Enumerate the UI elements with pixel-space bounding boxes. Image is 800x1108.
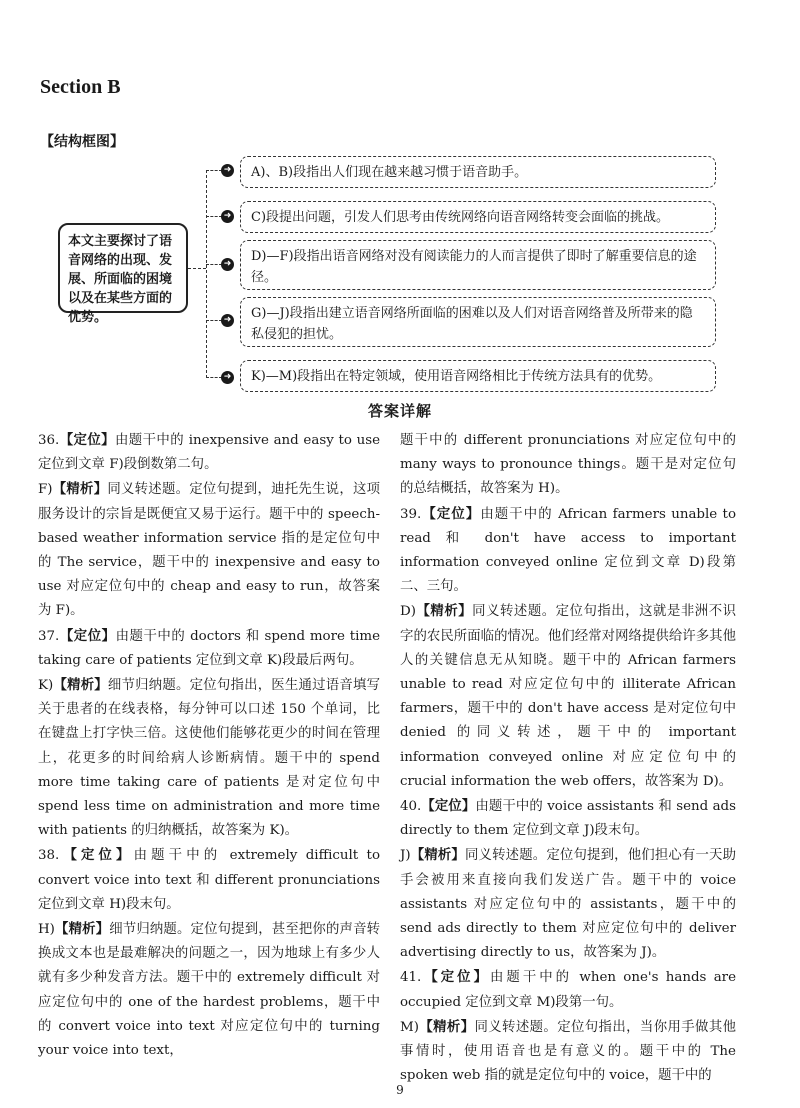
arrow-right-icon: ➜ (221, 210, 234, 223)
connector-trunk (206, 170, 207, 378)
connector-arm (206, 216, 222, 217)
connector-stub (188, 268, 206, 269)
connector-arm (206, 377, 222, 378)
section-title: Section B (40, 76, 121, 98)
framework-branch: G)—J)段指出建立语音网络所面临的困难以及人们对语音网络普及所带来的隐私侵犯的担忧。 (240, 297, 716, 347)
right-column (400, 428, 736, 1088)
framework-branch: K)—M)段指出在特定领域，使用语音网络相比于传统方法具有的优势。 (240, 360, 716, 392)
framework-branch: C)段提出问题，引发人们思考由传统网络向语音网络转变会面临的挑战。 (240, 201, 716, 233)
framework-branch: D)—F)段指出语音网络对没有阅读能力的人而言提供了即时了解重要信息的途径。 (240, 240, 716, 290)
answer-paragraph: 37.【定位】由题干中的 doctors 和 spend more time taking care of patients 定位到文章 K)段最后两句。 (38, 627, 380, 668)
answer-paragraph: 40.【定位】由题干中的 voice assistants 和 send ads directly to them 定位到文章 J)段末句。 (400, 798, 736, 839)
page-number: 9 (396, 1083, 404, 1097)
answer-paragraph: H)【精析】细节归纳题。定位句提到，甚至把你的声音转换成文本也是最难解决的问题之一，因为地球上有多少人就有多少种发音方法。题干中的 extremely difficult 对应定位句中的 one of the hardest problems，题干中的 convert voice into text 对应定位句中的 turning your voice into text， (38, 921, 381, 1059)
arrow-right-icon: ➜ (221, 258, 234, 271)
answer-paragraph: J)【精析】同义转述题。定位句提到，他们担心有一天助手会被用来直接向我们发送广告。题干中的 voice assistants 对应定位句中的 assistants，题干中的 send ads directly to them 对应定位句中的 deliver advertising directly to us，故答案为 J)。 (400, 847, 737, 961)
answer-paragraph: 41.【定位】由题干中的 when one's hands are occupied 定位到文章 M)段第一句。 (400, 969, 737, 1010)
answer-paragraph: M)【精析】同义转述题。定位句指出，当你用手做其他事情时，使用语音也是有意义的。题干中的 The spoken web 指的就是定位句中的 voice，题干中的 (400, 1018, 737, 1084)
left-column (38, 428, 380, 1063)
connector-arm (206, 320, 222, 321)
answer-paragraph: 38.【定位】由题干中的 extremely difficult to convert voice into text 和 different pronunciations 定位到文章 H)段末句。 (38, 847, 381, 912)
framework-label: 【结构框图】 (40, 134, 124, 150)
framework-root-box: 本文主要探讨了语音网络的出现、发展、所面临的困境以及在某些方面的优势。 (58, 223, 188, 313)
arrow-right-icon: ➜ (221, 314, 234, 327)
answer-paragraph: D)【精析】同义转述题。定位句指出，这就是非洲不识字的农民所面临的情况。他们经常对网络提供给许多其他人的关键信息无从知晓。题干中的 African farmers unable to read 对应定位句中的 illiterate African farmers，题干中的 don't have access 是对定位句中 denied 的同义转述，题干中的 important information conveyed online 对应定位句中的 crucial information the web offers，故答案为 D)。 (400, 603, 737, 789)
answers-heading: 答案详解 (367, 402, 432, 420)
answer-paragraph: K)【精析】细节归纳题。定位句指出，医生通过语音填写关于患者的在线表格，每分钟可以口述 150 个单词，比在键盘上打字快三倍。这使他们能够花更少的时间在管理上，花更多的时间给病人诊断病情。题干中的 spend more time taking care of patients 是对定位句中 spend less time on administration and more time with patients 的归纳概括，故答案为 K)。 (38, 677, 381, 839)
answer-paragraph: 题干中的 different pronunciations 对应定位句中的 many ways to pronounce things。题干是对定位句的总结概括，故答案为 H)。 (400, 433, 736, 497)
arrow-right-icon: ➜ (221, 371, 234, 384)
answer-paragraph: 36.【定位】由题干中的 inexpensive and easy to use 定位到文章 F)段倒数第二句。 (38, 432, 380, 473)
arrow-right-icon: ➜ (221, 164, 234, 177)
framework-branch: A)、B)段指出人们现在越来越习惯于语音助手。 (240, 156, 716, 188)
connector-arm (206, 170, 222, 171)
answer-paragraph: 39.【定位】由题干中的 African farmers unable to read 和 don't have access to important information conveyed online 定位到文章 D)段第二、三句。 (400, 505, 737, 595)
answer-paragraph: F)【精析】同义转述题。定位句提到，迪托先生说，这项服务设计的宗旨是既便宜又易于运行。题干中的 speech-based weather information service 指的是定位句中的 The service，题干中的 inexpensive and easy to use 对应定位句中的 cheap and easy to run，故答案为 F)。 (38, 481, 381, 619)
connector-arm (206, 264, 222, 265)
